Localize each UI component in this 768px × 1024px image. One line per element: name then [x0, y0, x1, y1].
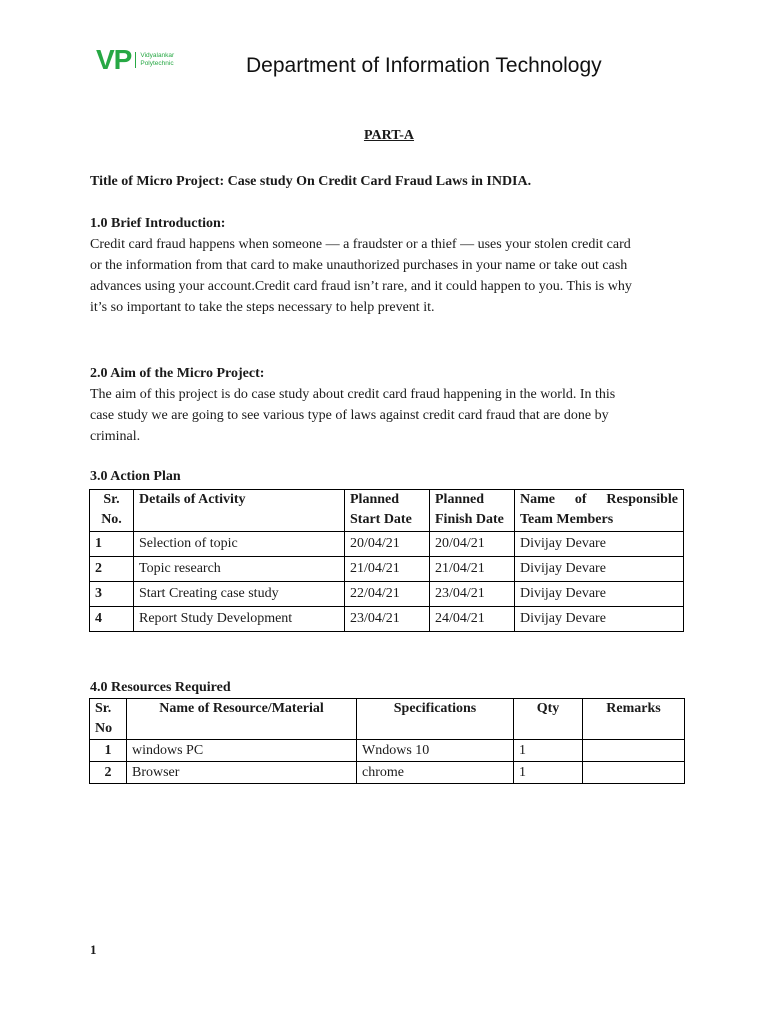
header-team-word: of — [574, 492, 587, 507]
department-title: Department of Information Technology — [246, 54, 602, 77]
aim-paragraph — [90, 384, 678, 447]
cell-activity: Topic research — [134, 557, 345, 582]
intro-line: or the information from that card to make unauthorized purchases in your name or take out cash — [90, 258, 628, 273]
cell-resource-name: windows PC — [127, 740, 357, 762]
intro-line: it’s so important to take the steps necessary to help prevent it. — [90, 300, 435, 315]
table-header-row — [90, 490, 684, 532]
table-row — [90, 557, 684, 582]
cell-team: Divijay Devare — [515, 607, 684, 632]
cell-sr: 3 — [90, 582, 134, 607]
cell-start: 23/04/21 — [345, 607, 430, 632]
table-row — [90, 762, 685, 784]
cell-specifications: chrome — [357, 762, 514, 784]
header-sr — [90, 699, 127, 740]
cell-activity: Selection of topic — [134, 532, 345, 557]
cell-remarks — [583, 762, 685, 784]
intro-line: Credit card fraud happens when someone — a fraudster or a thief — uses your stolen credit card — [90, 237, 631, 252]
header-team — [515, 490, 684, 532]
cell-finish: 23/04/21 — [430, 582, 515, 607]
cell-qty: 1 — [514, 740, 583, 762]
table-row — [90, 607, 684, 632]
header-remarks: Remarks — [583, 699, 685, 740]
aim-line: criminal. — [90, 429, 141, 444]
table-row — [90, 532, 684, 557]
page-number: 1 — [90, 942, 97, 957]
header-team-line2: Team Members — [520, 512, 614, 527]
cell-start: 22/04/21 — [345, 582, 430, 607]
cell-resource-name: Browser — [127, 762, 357, 784]
header-details: Details of Activity — [134, 490, 345, 532]
header-finish-line2: Finish Date — [435, 512, 504, 527]
cell-sr: 1 — [90, 532, 134, 557]
intro-line: advances using your account.Credit card fraud isn’t rare, and it could happen to you. This is why — [90, 279, 632, 294]
header-start-date — [345, 490, 430, 532]
aim-heading: 2.0 Aim of the Micro Project: — [90, 366, 265, 381]
cell-sr: 2 — [90, 762, 127, 784]
header-start-line2: Start Date — [350, 512, 412, 527]
resources-table — [89, 698, 685, 784]
cell-team: Divijay Devare — [515, 557, 684, 582]
logo-mark: VP — [96, 44, 132, 75]
header-team-word: Name — [520, 492, 555, 507]
cell-finish: 24/04/21 — [430, 607, 515, 632]
aim-line: The aim of this project is do case study about credit card fraud happening in the world. In this — [90, 387, 616, 402]
logo-line-2: Polytechnic — [140, 60, 174, 67]
project-title: Title of Micro Project: Case study On Credit Card Fraud Laws in INDIA. — [90, 174, 532, 189]
header-sr-line2: No. — [101, 512, 122, 527]
table-row — [90, 740, 685, 762]
header-sr-line2: No — [95, 721, 113, 736]
header-start-line1: Planned — [350, 492, 400, 507]
cell-start: 21/04/21 — [345, 557, 430, 582]
header-team-line1 — [520, 490, 678, 510]
college-logo — [96, 46, 174, 74]
logo-text — [135, 52, 174, 68]
cell-team: Divijay Devare — [515, 532, 684, 557]
action-plan-table — [89, 489, 684, 632]
header-sr — [90, 490, 134, 532]
header-team-word: Responsible — [606, 492, 678, 507]
part-label: PART-A — [363, 128, 415, 143]
cell-remarks — [583, 740, 685, 762]
cell-finish: 21/04/21 — [430, 557, 515, 582]
header-qty: Qty — [514, 699, 583, 740]
part-heading — [0, 128, 768, 144]
cell-sr: 1 — [90, 740, 127, 762]
cell-sr: 4 — [90, 607, 134, 632]
header-resource-name: Name of Resource/Material — [127, 699, 357, 740]
resources-heading: 4.0 Resources Required — [90, 680, 231, 695]
table-row — [90, 582, 684, 607]
header-finish-date — [430, 490, 515, 532]
cell-activity: Start Creating case study — [134, 582, 345, 607]
cell-activity: Report Study Development — [134, 607, 345, 632]
cell-sr: 2 — [90, 557, 134, 582]
cell-specifications: Wndows 10 — [357, 740, 514, 762]
table-header-row — [90, 699, 685, 740]
aim-line: case study we are going to see various type of laws against credit card fraud that are done by — [90, 408, 609, 423]
header-sr-line1: Sr. — [95, 701, 112, 716]
intro-paragraph — [90, 234, 678, 318]
header-finish-line1: Planned — [435, 492, 485, 507]
cell-finish: 20/04/21 — [430, 532, 515, 557]
header-specifications: Specifications — [357, 699, 514, 740]
header-sr-line1: Sr. — [103, 492, 120, 507]
cell-team: Divijay Devare — [515, 582, 684, 607]
intro-heading: 1.0 Brief Introduction: — [90, 216, 226, 231]
logo-line-1: Vidyalankar — [140, 52, 175, 59]
action-plan-heading: 3.0 Action Plan — [90, 469, 181, 484]
cell-qty: 1 — [514, 762, 583, 784]
cell-start: 20/04/21 — [345, 532, 430, 557]
